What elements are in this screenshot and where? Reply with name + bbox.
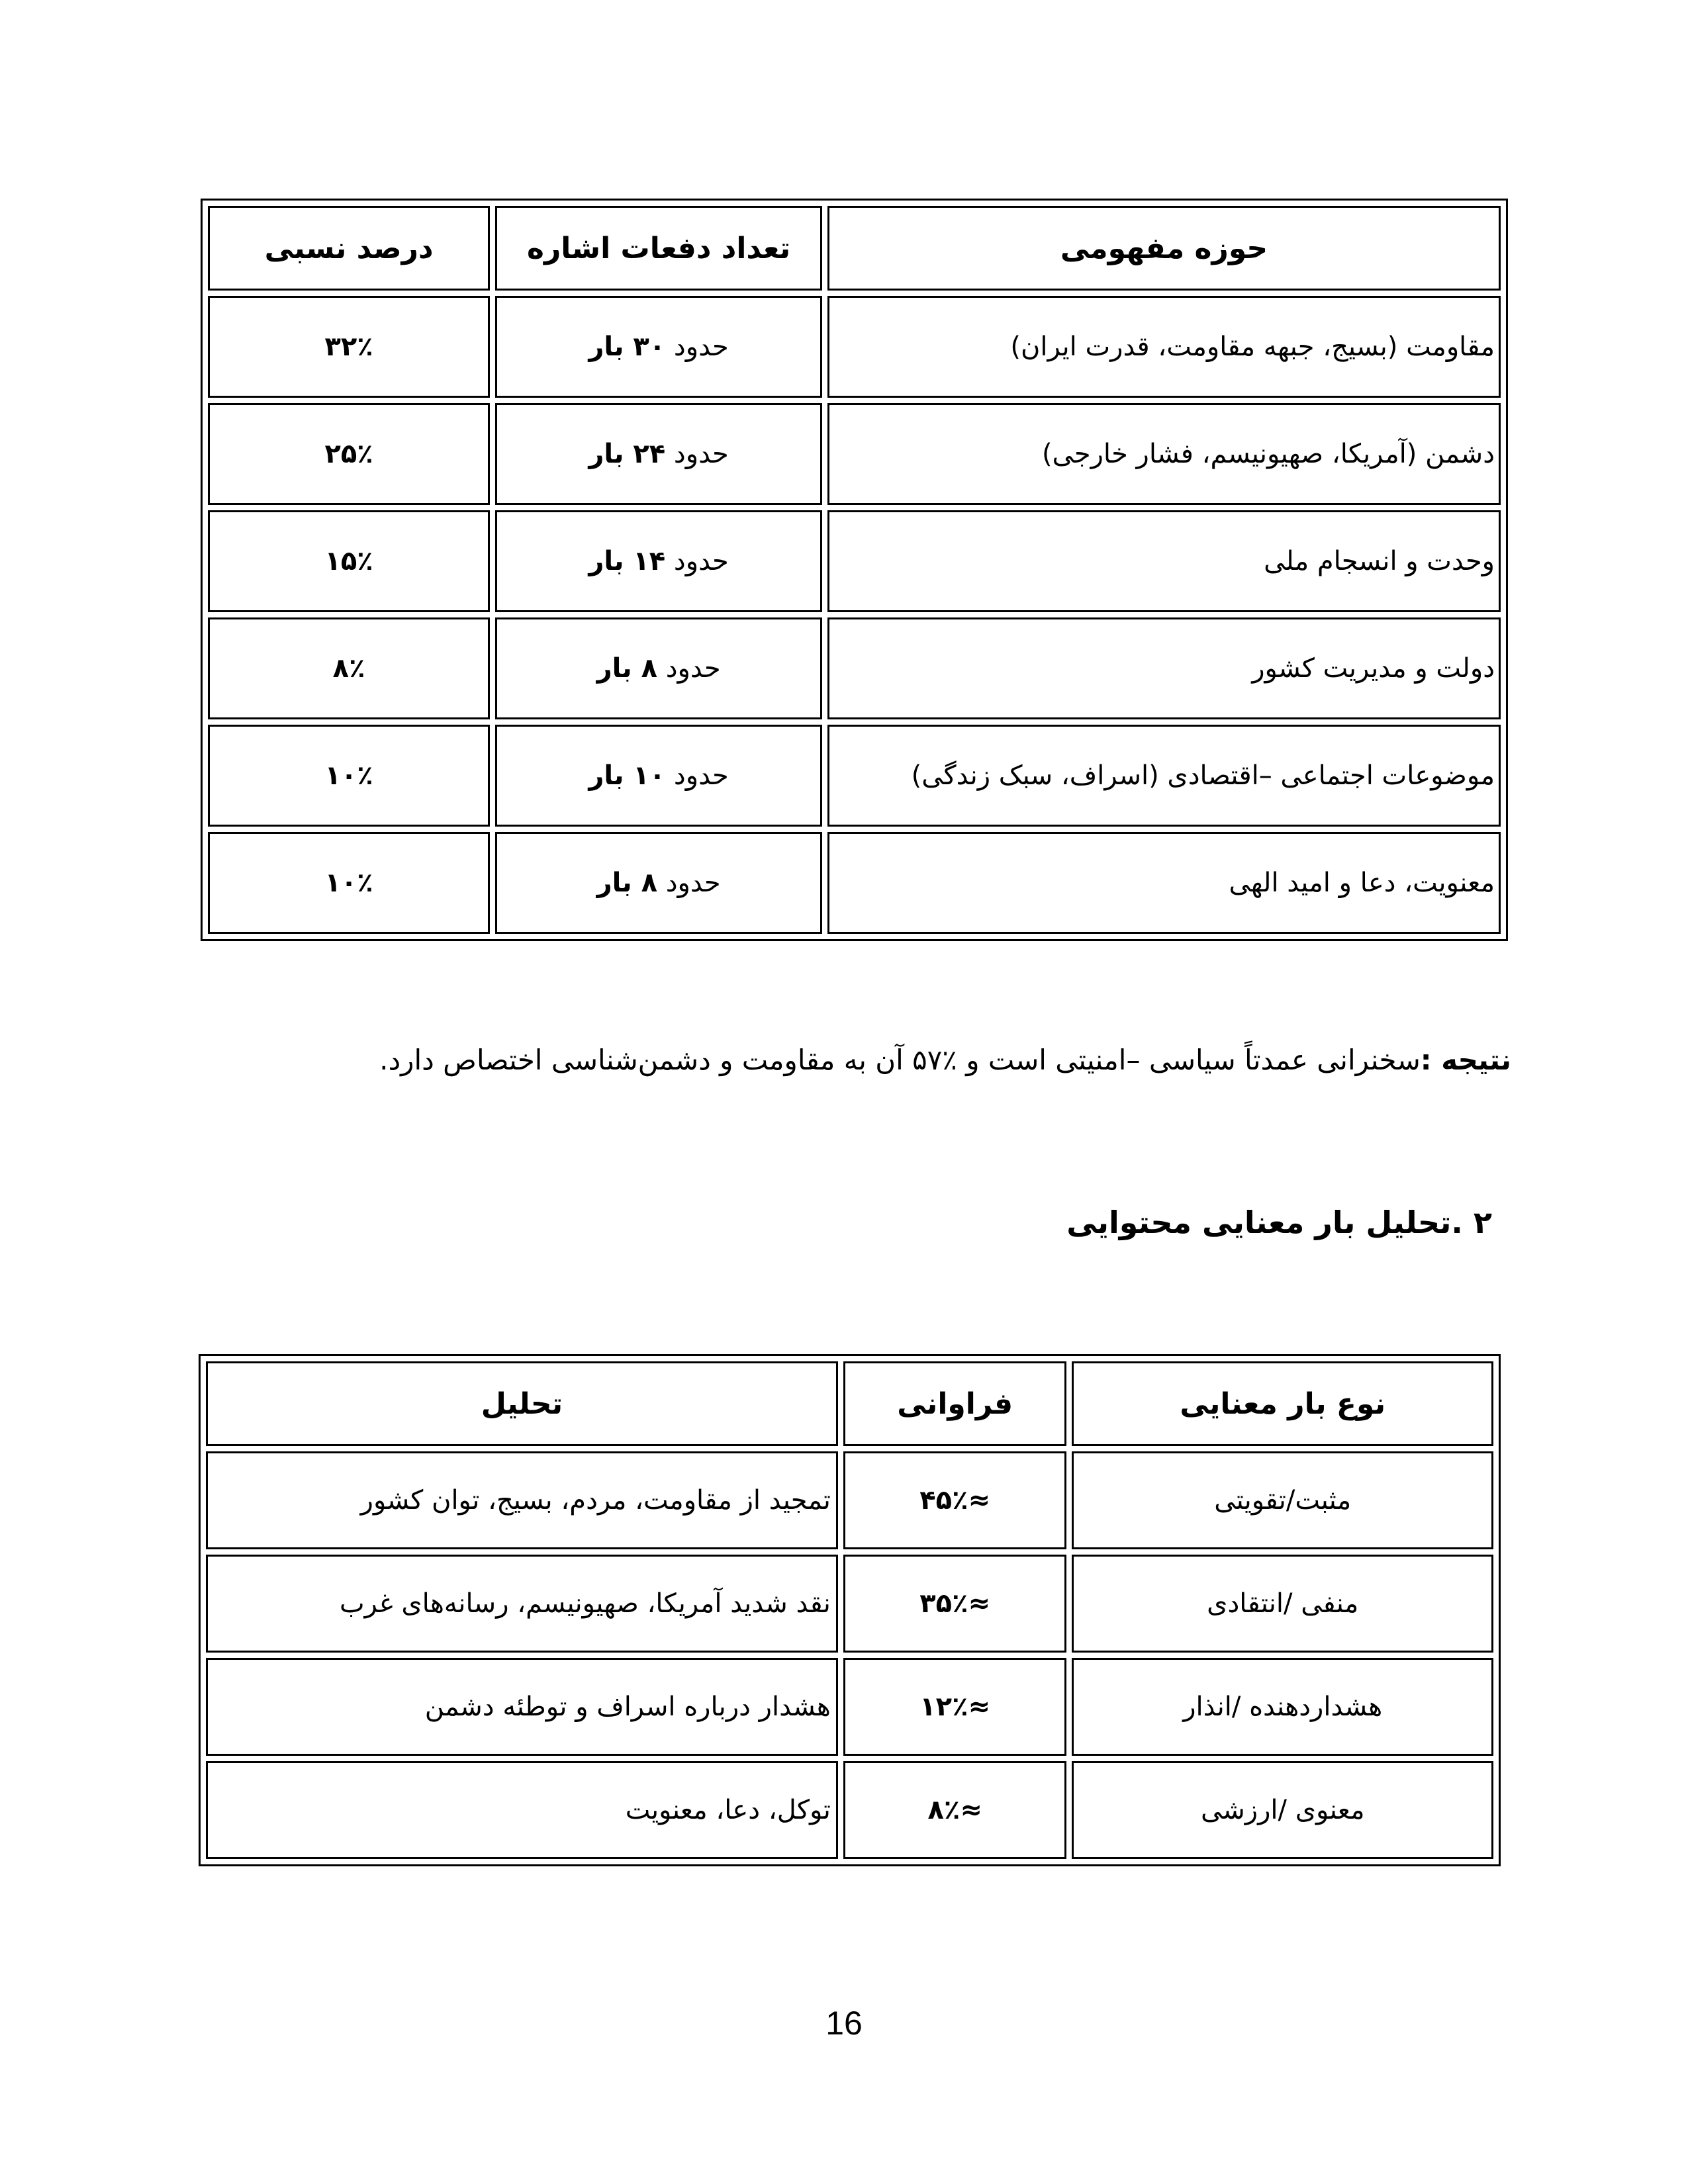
count-prefix: حدود [665, 439, 729, 469]
table-row [208, 617, 1501, 719]
table-row [206, 1451, 1493, 1549]
table-row [208, 725, 1501, 827]
analysis-cell: نقد شدید آمریکا، صهیونیسم، رسانه‌های غرب [206, 1555, 838, 1653]
table1-header-percent: درصد نسبی [208, 206, 490, 291]
type-cell: هشداردهنده /انذار [1072, 1658, 1493, 1756]
conceptual-domains-table [201, 199, 1508, 941]
table-row [206, 1658, 1493, 1756]
count-value: ۱۰ بار [588, 760, 666, 791]
domain-cell: دولت و مدیریت کشور [827, 617, 1501, 719]
analysis-cell: توکل، دعا، معنویت [206, 1761, 838, 1859]
percent-cell: ۸٪ [208, 617, 490, 719]
percent-cell: ۱۰٪ [208, 832, 490, 934]
page-number: 16 [825, 2005, 863, 2042]
percent-cell: ۱۰٪ [208, 725, 490, 827]
domain-cell: موضوعات اجتماعی –اقتصادی (اسراف، سبک زندگی) [827, 725, 1501, 827]
count-value: ۲۴ بار [588, 439, 666, 469]
frequency-cell: ≈۴۵٪ [843, 1451, 1067, 1549]
table-row [206, 1761, 1493, 1859]
domain-cell: معنویت، دعا و امید الهی [827, 832, 1501, 934]
conclusion-text: سخنرانی عمدتاً سیاسی –امنیتی است و ٪۵۷ آن به مقاومت و دشمن‌شناسی اختصاص دارد. [379, 1044, 1421, 1076]
table-row [208, 510, 1501, 612]
count-prefix: حدود [665, 332, 729, 362]
count-cell [495, 617, 822, 719]
count-cell [495, 832, 822, 934]
domain-cell: وحدت و انسجام ملی [827, 510, 1501, 612]
conclusion-note [199, 1039, 1511, 1081]
count-value: ۱۴ بار [588, 546, 666, 576]
table2-header-analysis: تحلیل [206, 1361, 838, 1446]
percent-cell: ۲۵٪ [208, 403, 490, 505]
count-cell [495, 403, 822, 505]
table2-header-frequency: فراوانی [843, 1361, 1067, 1446]
count-prefix: حدود [665, 546, 729, 576]
table1-header-domain: حوزه مفهومی [827, 206, 1501, 291]
table-row [208, 403, 1501, 505]
conclusion-label: نتیجه : [1420, 1044, 1511, 1076]
table1-header-count: تعداد دفعات اشاره [495, 206, 822, 291]
count-cell [495, 510, 822, 612]
count-cell [495, 725, 822, 827]
count-value: ۸ بار [596, 868, 658, 898]
table1-header-row [208, 206, 1501, 291]
percent-cell: ۳۲٪ [208, 296, 490, 398]
section-heading: ۲ .تحلیل بار معنایی محتوایی [1066, 1205, 1492, 1240]
count-cell [495, 296, 822, 398]
table-row [208, 832, 1501, 934]
count-value: ۸ بار [596, 653, 658, 684]
frequency-cell: ≈۸٪ [843, 1761, 1067, 1859]
analysis-cell: هشدار درباره اسراف و توطئه دشمن [206, 1658, 838, 1756]
count-value: ۳۰ بار [588, 332, 666, 362]
domain-cell: مقاومت (بسیج، جبهه مقاومت، قدرت ایران) [827, 296, 1501, 398]
count-prefix: حدود [665, 760, 729, 791]
percent-cell: ۱۵٪ [208, 510, 490, 612]
count-prefix: حدود [657, 653, 721, 684]
semantic-load-table [199, 1354, 1501, 1866]
table-row [208, 296, 1501, 398]
table2-header-type: نوع بار معنایی [1072, 1361, 1493, 1446]
count-prefix: حدود [657, 868, 721, 898]
domain-cell: دشمن (آمریکا، صهیونیسم، فشار خارجی) [827, 403, 1501, 505]
type-cell: مثبت/تقویتی [1072, 1451, 1493, 1549]
frequency-cell: ≈۳۵٪ [843, 1555, 1067, 1653]
table-row [206, 1555, 1493, 1653]
type-cell: معنوی /ارزشی [1072, 1761, 1493, 1859]
table2-header-row [206, 1361, 1493, 1446]
type-cell: منفی /انتقادی [1072, 1555, 1493, 1653]
analysis-cell: تمجید از مقاومت، مردم، بسیج، توان کشور [206, 1451, 838, 1549]
frequency-cell: ≈۱۲٪ [843, 1658, 1067, 1756]
